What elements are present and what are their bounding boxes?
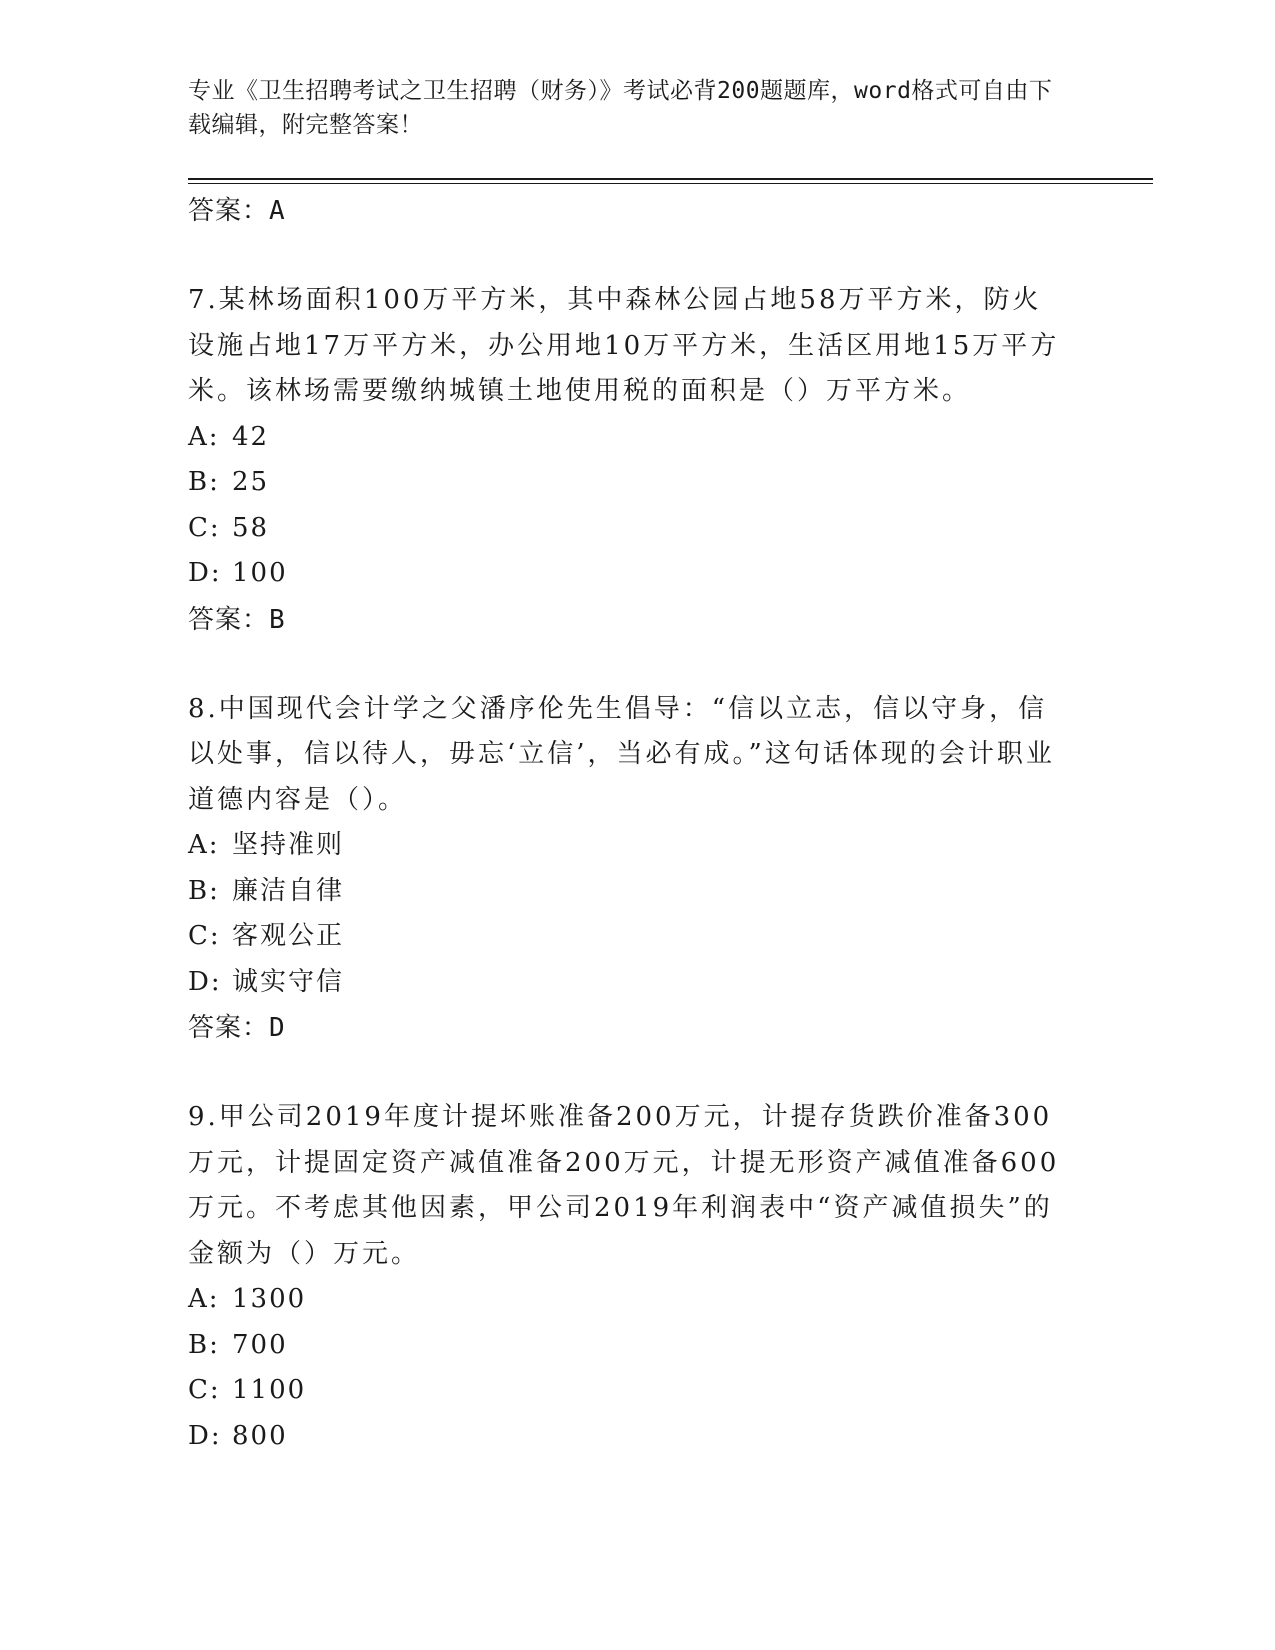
- question-7: [188, 278, 1088, 643]
- question-stem: 8.中国现代会计学之父潘序伦先生倡导：“信以立志，信以守身，信以处事，信以待人，毋忘‘立信’，当必有成。”这句话体现的会计职业道德内容是（）。: [188, 693, 1055, 815]
- option-a: [188, 1277, 1088, 1323]
- answer-line: 答案：A: [188, 196, 286, 226]
- option-b: [188, 1323, 1088, 1369]
- option-c: [188, 506, 1088, 552]
- option-text: 客观公正: [232, 921, 345, 951]
- option-c: [188, 914, 1088, 960]
- header-divider-thick: [188, 178, 1153, 180]
- option-text: 700: [232, 1329, 288, 1360]
- option-text: 廉洁自律: [232, 875, 345, 906]
- header-note: 专业《卫生招聘考试之卫生招聘（财务）》考试必背200题题库，word格式可自由下载编辑，附完整答案！: [188, 78, 1053, 138]
- option-letter: B:: [188, 875, 220, 906]
- option-letter: A:: [188, 830, 220, 860]
- option-letter: A:: [188, 421, 220, 452]
- header-divider-thin: [188, 183, 1153, 184]
- option-a: [188, 823, 1088, 869]
- option-a: [188, 415, 1088, 461]
- option-text: 1100: [232, 1375, 307, 1405]
- option-text: 1300: [232, 1284, 307, 1314]
- option-text: 800: [232, 1420, 288, 1451]
- option-letter: D:: [188, 966, 222, 997]
- option-text: 42: [232, 421, 270, 452]
- option-text: 58: [232, 512, 270, 543]
- option-c: [188, 1368, 1088, 1414]
- option-letter: A:: [188, 1284, 220, 1314]
- option-letter: D:: [188, 558, 222, 588]
- option-letter: D:: [188, 1420, 222, 1451]
- option-d: [188, 960, 1088, 1006]
- option-b: [188, 460, 1088, 506]
- option-letter: B:: [188, 467, 220, 497]
- question-stem: 9.甲公司2019年度计提坏账准备200万元，计提存货跌价准备300万元，计提固定资产减值准备200万元，计提无形资产减值准备600万元。不考虑其他因素，甲公司2019年利润表中“资产减值损失”的金额为（）万元。: [188, 1102, 1060, 1269]
- option-letter: C:: [188, 512, 221, 543]
- question-stem: 7.某林场面积100万平方米，其中森林公园占地58万平方米，防火设施占地17万平方米，办公用地10万平方米，生活区用地15万平方米。该林场需要缴纳城镇土地使用税的面积是（）万平方米。: [188, 285, 1060, 406]
- option-d: [188, 1414, 1088, 1460]
- option-text: 25: [232, 467, 270, 497]
- option-d: [188, 551, 1088, 597]
- question-9: [188, 1095, 1088, 1459]
- question-8: [188, 687, 1088, 1052]
- option-letter: C:: [188, 921, 221, 951]
- option-text: 坚持准则: [232, 830, 345, 860]
- option-text: 100: [232, 558, 288, 588]
- answer-line: 答案：D: [188, 1013, 286, 1043]
- option-letter: C:: [188, 1375, 221, 1405]
- option-text: 诚实守信: [232, 966, 345, 997]
- option-letter: B:: [188, 1329, 220, 1360]
- answer-line: 答案：B: [188, 604, 286, 635]
- option-b: [188, 869, 1088, 915]
- document-body: [188, 188, 1088, 1459]
